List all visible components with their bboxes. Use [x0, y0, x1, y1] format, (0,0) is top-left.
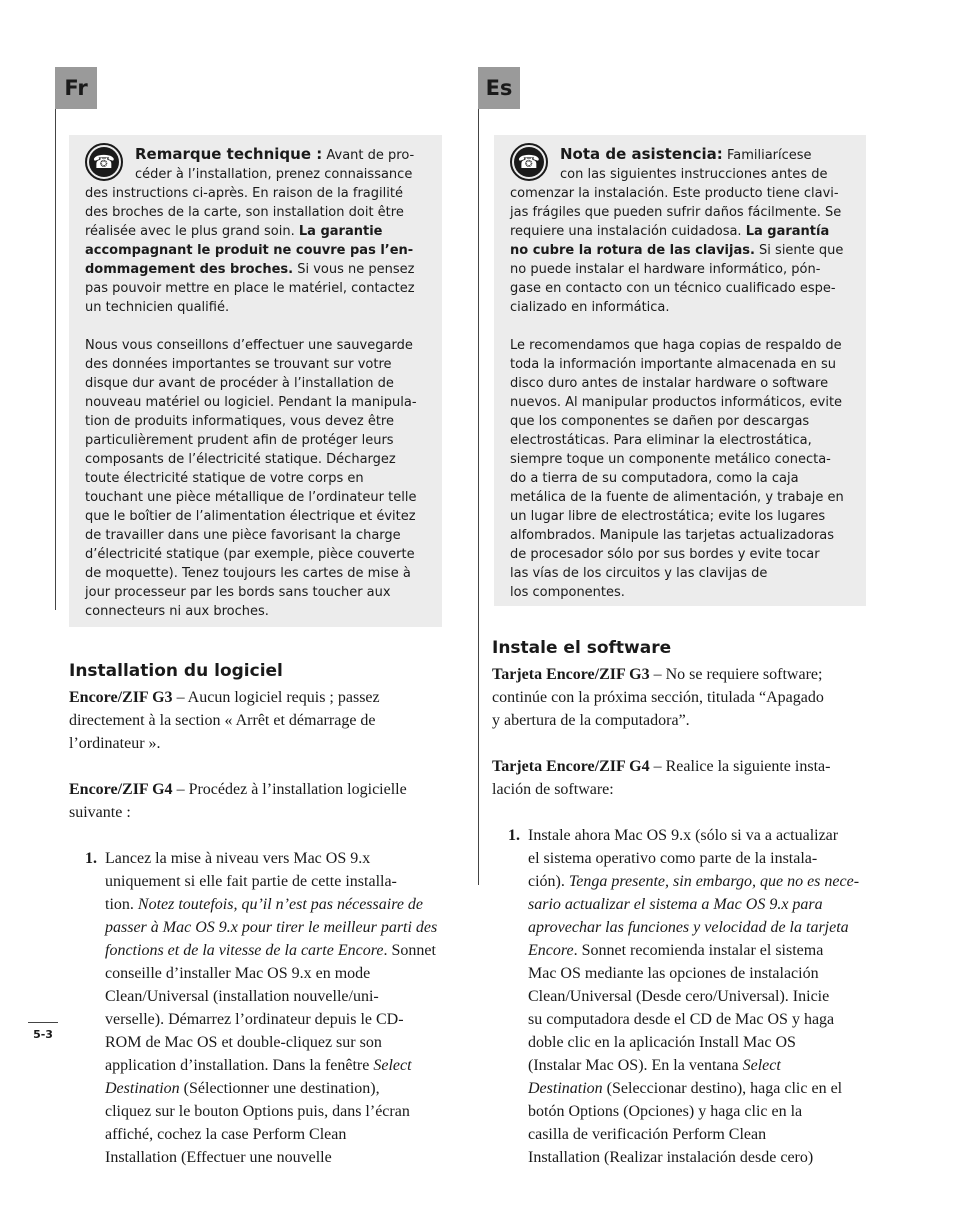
body-text: Instale ahora Mac OS 9.x (sólo si va a actualizar [528, 827, 839, 844]
body-text: – Realice la siguiente insta- [649, 758, 831, 775]
note-bold-text: dommagement des broches. [85, 262, 294, 277]
note-line: des données importantes se trouvant sur votre [85, 357, 392, 372]
italic-text: Destination [528, 1080, 603, 1097]
paragraph-gap [492, 732, 872, 755]
body-text: . Sonnet recomienda instalar el sistema [573, 942, 824, 959]
es-section-heading: Instale el software [492, 638, 672, 658]
note-line: las vías de los circuitos y las clavijas de [510, 566, 768, 581]
step-line [105, 1146, 437, 1169]
es-note-body [510, 145, 866, 602]
g4-label: Tarjeta Encore/ZIF G4 [492, 758, 650, 775]
support-phone-icon: ☎ [510, 143, 548, 181]
body-text: . Sonnet [383, 942, 436, 959]
note-line: jour processeur par les bords sans toucher aux [85, 585, 391, 600]
note-line: toda la información importante almacenada en su [510, 357, 836, 372]
language-tab-fr: Fr [55, 67, 97, 109]
step-line [528, 1100, 859, 1123]
step-line [105, 1054, 437, 1077]
note-line: Le recomendamos que haga copias de respaldo de [510, 338, 842, 353]
g3-line [69, 686, 449, 709]
note-line [510, 145, 866, 165]
note-line [510, 203, 866, 222]
note-text: des broches de la carte, son installation doit être [85, 205, 404, 220]
g4-label: Encore/ZIF G4 [69, 781, 173, 798]
note-line: un lugar libre de electrostática; evite los lugares [510, 509, 826, 524]
right-column-rule [478, 70, 479, 885]
note-line: nuevos. Al manipular productos informáticos, evite [510, 395, 843, 410]
body-line: lación de software: [492, 781, 614, 798]
note-line [510, 222, 866, 241]
italic-text: Select [742, 1057, 781, 1074]
note-line [510, 279, 866, 298]
note-line [510, 184, 866, 203]
paragraph-gap [69, 755, 449, 778]
step-line [105, 985, 437, 1008]
body-line: suivante : [69, 804, 131, 821]
note-line [85, 145, 442, 165]
step-line [105, 1008, 437, 1031]
step-line [528, 1146, 859, 1169]
body-text: application d’installation. Dans la fenêtre [105, 1057, 374, 1074]
g4-line [69, 778, 449, 801]
page-number: 5-3 [28, 1022, 58, 1041]
note-line [85, 241, 442, 260]
italic-text: Select [373, 1057, 412, 1074]
note-text: Familiarícese [726, 148, 812, 163]
body-text: cliquez sur le bouton Options puis, dans l’écran [105, 1103, 410, 1120]
note-bold-text: La garantía [745, 224, 830, 239]
step-line [528, 870, 859, 893]
fr-body-text [69, 686, 449, 1166]
step-line [528, 1031, 859, 1054]
note-line [85, 184, 442, 203]
note-text: Si siente que [754, 243, 844, 258]
body-text: uniquement si elle fait partie de cette installa- [105, 873, 397, 890]
note-line: touchant une pièce métallique de l’ordinateur telle [85, 490, 417, 505]
step-line [528, 893, 859, 916]
italic-text: fonctions et de la vitesse de la carte Encore [105, 942, 384, 959]
note-line: do a tierra de su computadora, como la caja [510, 471, 799, 486]
note-line [510, 165, 866, 184]
es-support-note [494, 135, 866, 606]
note-text: réalisée avec le plus grand soin. [85, 224, 299, 239]
body-text: tion. [105, 896, 138, 913]
note-line: disco duro antes de instalar hardware o software [510, 376, 829, 391]
note-line: que le boîtier de l’alimentation électrique et évitez [85, 509, 416, 524]
note-line: alfombrados. Manipule las tarjetas actualizadoras [510, 528, 835, 543]
note-text: no puede instalar el hardware informático, pón- [510, 262, 821, 277]
body-text: – Procédez à l’installation logicielle [172, 781, 407, 798]
italic-text: Notez toutefois, qu’il n’est pas nécessaire de [137, 896, 424, 913]
body-text: botón Options (Opciones) y haga clic en la [528, 1103, 803, 1120]
body-text: conseille d’installer Mac OS 9.x en mode [105, 965, 371, 982]
note-line [510, 260, 866, 279]
note-line [85, 260, 442, 279]
note-text: jas frágiles que pueden sufrir daños fácilmente. Se [510, 205, 842, 220]
body-text: el sistema operativo como parte de la instala- [528, 850, 818, 867]
body-text: Lancez la mise à niveau vers Mac OS 9.x [105, 850, 371, 867]
note-line: composants de l’électricité statique. Déchargez [85, 452, 396, 467]
step-line [105, 893, 437, 916]
note-line: los componentes. [510, 585, 625, 600]
note-line: electrostáticas. Para eliminar la electrostática, [510, 433, 812, 448]
note-line: de travailler dans une pièce favorisant la charge [85, 528, 401, 543]
note-line [510, 241, 866, 260]
note-line: de procesador sólo por sus bordes y evite tocar [510, 547, 820, 562]
italic-text: sario actualizar el sistema a Mac OS 9.x para [528, 896, 823, 913]
body-text: (Instalar Mac OS). En la ventana [528, 1057, 743, 1074]
step-line [105, 1077, 437, 1100]
body-text: (Seleccionar destino), haga clic en el [602, 1080, 843, 1097]
note-text: pas pouvoir mettre en place le matériel, contactez [85, 281, 415, 296]
note-line [85, 203, 442, 222]
step-line [105, 1031, 437, 1054]
note-text: requiere una instalación cuidadosa. [510, 224, 746, 239]
note-text: des instructions ci-après. En raison de la fragilité [85, 186, 403, 201]
note-line: nouveau matériel ou logiciel. Pendant la manipula- [85, 395, 417, 410]
step-line [528, 985, 859, 1008]
step-number: 1. [85, 850, 97, 867]
paragraph-gap [510, 317, 866, 336]
note-text: comenzar la instalación. Este producto tiene clavi- [510, 186, 839, 201]
note-line [510, 298, 866, 317]
step-line [528, 939, 859, 962]
body-line: directement à la section « Arrêt et démarrage de [69, 712, 376, 729]
body-text: ROM de Mac OS et double-cliquez sur son [105, 1034, 382, 1051]
step-line [528, 1123, 859, 1146]
note-line [85, 222, 442, 241]
paragraph-gap [85, 317, 442, 336]
body-text: Installation (Realizar instalación desde cero) [528, 1149, 814, 1166]
note-bold-text: La garantie [298, 224, 383, 239]
step-line [105, 847, 437, 870]
left-column-rule [55, 70, 56, 610]
step-text [105, 847, 437, 1169]
note-line: Nous vous conseillons d’effectuer une sauvegarde [85, 338, 413, 353]
g3-line [492, 663, 872, 686]
step-number: 1. [508, 827, 520, 844]
step-line [528, 916, 859, 939]
note-line: d’électricité statique (par exemple, pièce couverte [85, 547, 415, 562]
step-line [528, 824, 859, 847]
step-line [528, 847, 859, 870]
note-text: Si vous ne pensez [293, 262, 415, 277]
es-body-text [492, 663, 872, 1166]
body-text: su computadora desde el CD de Mac OS y haga [528, 1011, 835, 1028]
step-line [528, 962, 859, 985]
note-text: gase en contacto con un técnico cualificado espe- [510, 281, 836, 296]
step-text [528, 824, 859, 1169]
italic-text: passer à Mac OS 9.x pour tirer le meilleur parti des [105, 919, 438, 936]
body-text: doble clic en la aplicación Install Mac OS [528, 1034, 796, 1051]
note-line: tion de produits informatiques, vous devez être [85, 414, 394, 429]
note-bold-text: no cubre la rotura de las clavijas. [510, 243, 755, 258]
step-line [528, 1054, 859, 1077]
step-line [105, 962, 437, 985]
note-line: que los componentes se dañen por descargas [510, 414, 810, 429]
italic-text: Destination [105, 1080, 180, 1097]
note-line: de moquette). Tenez toujours les cartes de mise à [85, 566, 411, 581]
italic-text: aprovechar las funciones y velocidad de la tarjeta [528, 919, 849, 936]
note-line [85, 165, 442, 184]
body-text: – No se requiere software; [649, 666, 823, 683]
note-text: un technicien qualifié. [85, 300, 230, 315]
body-line: y abertura de la computadora”. [492, 712, 690, 729]
step-line [105, 1100, 437, 1123]
note-title: Nota de asistencia: [560, 145, 723, 163]
step-line [105, 916, 437, 939]
body-text: affiché, cochez la case Perform Clean [105, 1126, 347, 1143]
body-text: – Aucun logiciel requis ; passez [172, 689, 380, 706]
g3-label: Encore/ZIF G3 [69, 689, 173, 706]
body-line: continúe con la próxima sección, titulada “Apagado [492, 689, 824, 706]
body-text: Installation (Effectuer une nouvelle [105, 1149, 332, 1166]
italic-text: Tenga presente, sin embargo, que no es nece- [568, 873, 860, 890]
fr-technical-note [69, 135, 442, 627]
note-line: toute électricité statique de votre corps en [85, 471, 364, 486]
note-text: con las siguientes instrucciones antes de [560, 167, 828, 182]
step-line [105, 939, 437, 962]
note-title: Remarque technique : [135, 145, 323, 163]
note-line [85, 298, 442, 317]
g4-line [492, 755, 872, 778]
support-phone-icon: ☎ [85, 143, 123, 181]
body-text: ción). [528, 873, 569, 890]
language-tab-es: Es [478, 67, 520, 109]
step-line [105, 1123, 437, 1146]
italic-text: Encore [528, 942, 574, 959]
note-text: céder à l’installation, prenez connaissance [135, 167, 413, 182]
g3-label: Tarjeta Encore/ZIF G3 [492, 666, 650, 683]
step-line [105, 870, 437, 893]
step-line [528, 1077, 859, 1100]
body-text: Clean/Universal (Desde cero/Universal). Inicie [528, 988, 830, 1005]
body-text: casilla de verificación Perform Clean [528, 1126, 767, 1143]
body-text: Mac OS mediante las opciones de instalación [528, 965, 819, 982]
note-text: Avant de pro- [326, 148, 415, 163]
note-line: disque dur avant de procéder à l’installation de [85, 376, 394, 391]
note-text: cializado en informática. [510, 300, 670, 315]
body-text: verselle). Démarrez l’ordinateur depuis le CD- [105, 1011, 404, 1028]
note-line: siempre toque un componente metálico conecta- [510, 452, 831, 467]
body-text: (Sélectionner une destination), [179, 1080, 380, 1097]
fr-note-body [85, 145, 442, 621]
note-line: connecteurs ni aux broches. [85, 604, 269, 619]
fr-section-heading: Installation du logiciel [69, 661, 283, 681]
note-line [85, 279, 442, 298]
note-bold-text: accompagnant le produit ne couvre pas l’en- [85, 243, 414, 258]
note-line: particulièrement prudent afin de protéger leurs [85, 433, 394, 448]
step-line [528, 1008, 859, 1031]
body-line: l’ordinateur ». [69, 735, 161, 752]
body-text: Clean/Universal (installation nouvelle/uni- [105, 988, 379, 1005]
note-line: metálica de la fuente de alimentación, y trabaje en [510, 490, 844, 505]
